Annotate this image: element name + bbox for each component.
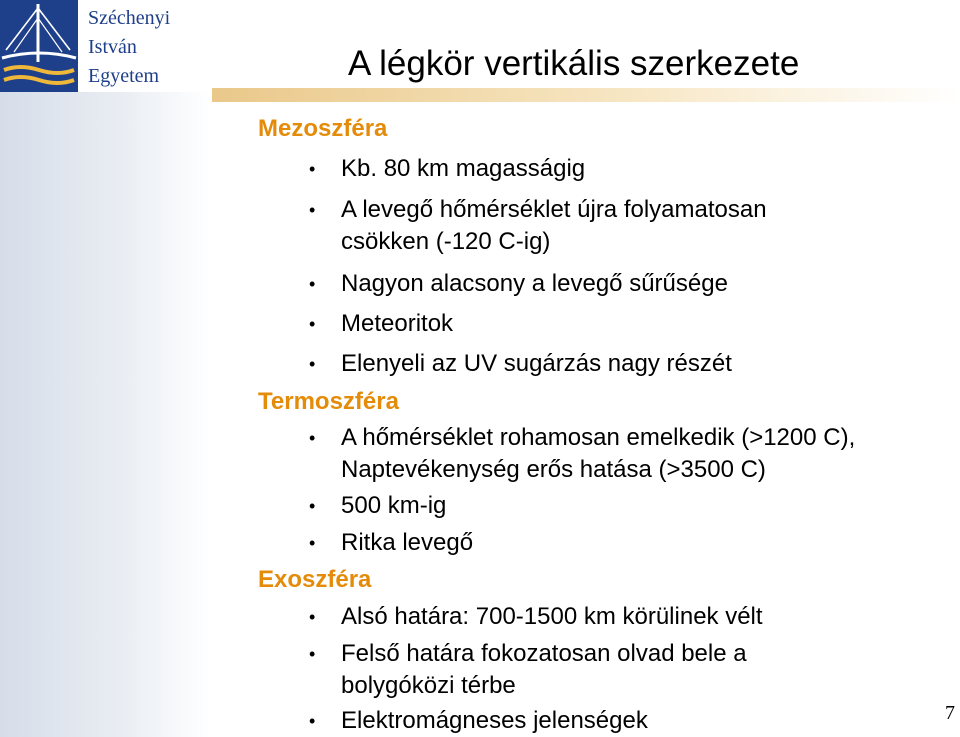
section-heading-termoszfera: Termoszféra: [258, 388, 399, 415]
header-accent-bar: [212, 88, 960, 102]
bullet-item: • A hőmérséklet rohamosan emelkedik (>1200 C), Naptevékenység erős hatása (>3500 C): [309, 424, 856, 483]
bullet-item: • Nagyon alacsony a levegő sűrűsége: [309, 270, 728, 297]
university-name-line3: Egyetem: [88, 65, 160, 87]
bullet-item: • Ritka levegő: [309, 529, 474, 556]
bullet-item: • Felső határa fokozatosan olvad bele a bolygóközi térbe: [309, 640, 747, 699]
bullet-item: • Meteoritok: [309, 310, 454, 337]
bridge-logo-icon: [0, 0, 78, 92]
university-name-line1: Széchenyi: [88, 7, 171, 29]
university-name: [88, 4, 218, 91]
bullet-item: • Elenyeli az UV sugárzás nagy részét: [309, 350, 732, 377]
slide-title: A légkör vertikális szerkezete: [348, 44, 800, 83]
university-logo: [0, 0, 78, 92]
section-heading-exoszfera: Exoszféra: [258, 566, 372, 593]
section-heading-mezoszfera: Mezoszféra: [258, 115, 388, 142]
university-name-line2: István: [88, 36, 137, 58]
bullet-item: • Kb. 80 km magasságig: [309, 155, 586, 182]
page-number: 7: [945, 702, 955, 724]
bullet-item: • Alsó határa: 700-1500 km körülinek vélt: [309, 603, 763, 630]
bullet-item: • Elektromágneses jelenségek: [309, 707, 648, 734]
sidebar-gradient: [0, 92, 210, 737]
bullet-item: • A levegő hőmérséklet újra folyamatosan csökken (-120 C-ig): [309, 196, 767, 255]
bullet-item: • 500 km-ig: [309, 492, 447, 519]
